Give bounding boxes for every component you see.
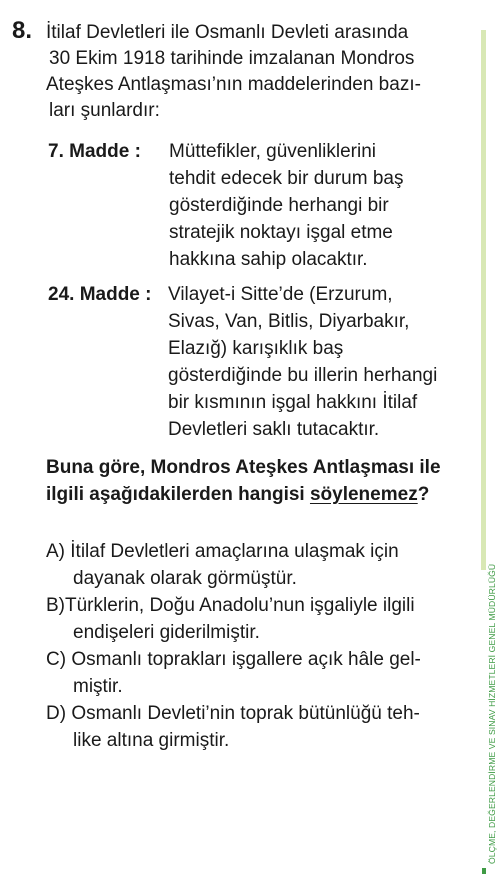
question-stem [46, 20, 466, 124]
article-label: 7. Madde : [48, 141, 141, 162]
choice-a[interactable] [46, 538, 466, 592]
question-prompt [46, 454, 466, 508]
choice-letter: B) [46, 595, 65, 616]
article-line: bir kısmının işgal hakkını İtilaf [168, 392, 418, 413]
choice-text: İtilaf Devletleri amaçlarına ulaşmak için [65, 541, 399, 562]
choice-text: Osmanlı toprakları işgallere açık hâle gel- [66, 649, 421, 670]
article-line: gösterdiğinde herhangi bir [169, 195, 389, 216]
stem-line: 30 Ekim 1918 tarihinde imzalanan Mondros [49, 48, 415, 69]
article-line: hakkına sahip olacaktır. [169, 249, 368, 270]
sidebar-mark [482, 868, 486, 874]
negative-keyword: söylenemez [309, 484, 418, 505]
article-line: Elazığ) karışıklık baş [168, 338, 344, 359]
stem-line: ları şunlardır: [49, 100, 160, 121]
article-line: Müttefikler, güvenliklerini [169, 141, 376, 162]
choice-c[interactable] [46, 646, 466, 700]
choice-d[interactable] [46, 700, 466, 754]
prompt-text: ilgili aşağıdakilerden hangisi [46, 484, 310, 505]
choice-text: Türklerin, Doğu Anadolu’nun işgaliyle ilgili [65, 595, 415, 616]
article-line: Vilayet-i Sitte’de (Erzurum, [168, 284, 393, 305]
choice-letter: C) [46, 649, 67, 670]
choice-text: like altına girmiştir. [73, 730, 230, 751]
article-line: gösterdiğinde bu illerin herhangi [168, 365, 438, 386]
stem-line: İtilaf Devletleri ile Osmanlı Devleti arasında [46, 22, 409, 43]
question-mark: ? [417, 484, 430, 505]
choice-text: dayanak olarak görmüştür. [73, 568, 297, 589]
article-line: stratejik noktayı işgal etme [169, 222, 393, 243]
article-line: Sivas, Van, Bitlis, Diyarbakır, [168, 311, 410, 332]
choice-text: miştir. [73, 676, 123, 697]
answer-choices [46, 538, 466, 754]
choice-text: endişeleri giderilmiştir. [73, 622, 260, 643]
article-line: Devletleri saklı tutacaktır. [168, 419, 380, 440]
article-body [168, 281, 478, 443]
choice-b[interactable] [46, 592, 466, 646]
question-number: 8. [12, 17, 33, 44]
prompt-line: Buna göre, Mondros Ateşkes Antlaşması ile [46, 457, 441, 478]
choice-letter: A) [46, 541, 65, 562]
choice-letter: D) [46, 703, 67, 724]
choice-text: Osmanlı Devleti’nin toprak bütünlüğü teh- [66, 703, 420, 724]
article-body [169, 138, 479, 273]
sidebar-publisher-text: ÖLÇME, DEĞERLENDİRME VE SINAV HİZMETLERİ GENEL MÜDÜRLÜĞÜ [487, 563, 497, 864]
sidebar-stripe [481, 30, 486, 570]
article-line: tehdit edecek bir durum baş [169, 168, 404, 189]
stem-line: Ateşkes Antlaşması’nın maddelerinden bazı- [46, 74, 421, 95]
article-label: 24. Madde : [48, 284, 152, 305]
prompt-line [46, 481, 466, 508]
